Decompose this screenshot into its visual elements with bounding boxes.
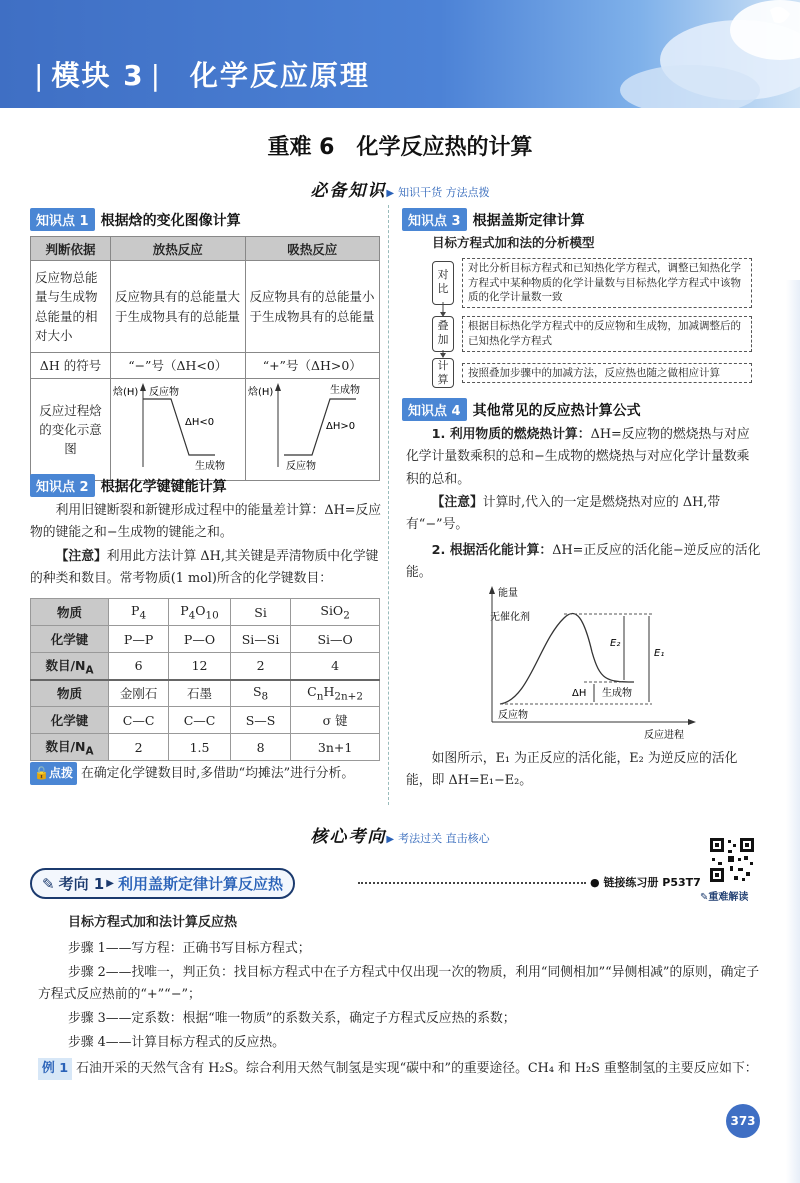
curve-label: 生成物: [195, 461, 225, 472]
exothermic-diagram: [111, 379, 243, 475]
table-cell: 石墨: [169, 680, 231, 707]
kp3-tag: 知识点 3: [402, 208, 467, 231]
curve-label: ΔH<0: [185, 417, 215, 428]
axis-label: 焓(H): [113, 387, 139, 398]
arrow-icon: [275, 383, 281, 391]
table-cell: Si—O: [291, 626, 380, 653]
table-cell: 反应物总能量与生成物总能量的相对大小: [31, 261, 111, 353]
module-number: 模块 3: [51, 59, 145, 92]
table-cell: 12: [169, 653, 231, 680]
tip-label: 点拨: [48, 766, 73, 780]
item-head: 2. 根据活化能计算：: [431, 543, 553, 558]
cloud-decoration-icon: [540, 0, 800, 108]
subscript: A: [85, 664, 94, 676]
curve-label: ΔH>0: [325, 421, 355, 432]
example-tag: 例 1: [38, 1058, 72, 1080]
section-header-core: [0, 822, 800, 847]
kp4-caption: 如图所示，E₁ 为正反应的活化能，E₂ 为逆反应的活化能，即 ΔH=E₁−E₂。: [406, 751, 738, 789]
table-cell: P—P: [109, 626, 169, 653]
flow-step-3: [432, 358, 752, 388]
arrow-icon: [489, 586, 495, 594]
item-text: ΔH=正反应的活化能−逆反应的活化能。: [406, 543, 761, 581]
kp1-header: [30, 208, 241, 231]
table-cell: “−”号（ΔH<0）: [111, 353, 246, 379]
product-label: 生成物: [602, 688, 632, 699]
kp3-header: [402, 208, 585, 231]
triangle-icon: ▶: [386, 188, 395, 199]
endothermic-diagram-cell: [245, 379, 380, 481]
kp2-note: [30, 546, 382, 591]
subscript: 4: [139, 609, 147, 622]
table-cell: 反应过程焓的变化示意图: [31, 379, 111, 481]
column-divider: [388, 205, 389, 805]
table-cell: P—O: [169, 626, 231, 653]
subscript: 4: [188, 609, 196, 622]
curve-label: 反应物: [149, 387, 179, 398]
method-title: 目标方程式加和法计算反应热: [68, 915, 238, 930]
arrow-down-icon: [440, 312, 446, 317]
section-header-subtext: 考法过关 直击核心: [398, 832, 490, 845]
table-header: 放热反应: [111, 237, 246, 261]
method-step-4: 步骤 4——计算目标方程式的反应热。: [68, 1035, 285, 1050]
tip-text: 在确定化学键数目时,多借助“均摊法”进行分析。: [81, 766, 355, 781]
table-cell: 金刚石: [109, 680, 169, 707]
table-cell: ΔH 的符号: [31, 353, 111, 379]
arrow-down-icon: [440, 353, 446, 358]
table-header: [31, 653, 109, 680]
table-cell: $P_4O_{10}$: [169, 599, 231, 626]
workbook-link[interactable]: ● 链接练习册 P53T7: [590, 876, 701, 889]
section-header-subtext: 知识干货 方法点拨: [398, 186, 490, 199]
table-header: 吸热反应: [245, 237, 380, 261]
flow-step-2: [432, 316, 752, 352]
table-cell: 反应物具有的总能量小于生成物具有的总能量: [245, 261, 380, 353]
section-header-text: 必备知识: [310, 181, 387, 201]
axis-label: 焓(H): [247, 387, 273, 398]
flow-step-label: 计算: [432, 358, 454, 388]
module-banner: [0, 0, 800, 108]
triangle-icon: ▶: [106, 878, 114, 889]
kp2-tag: 知识点 2: [30, 474, 95, 497]
header-text: 数目/N: [45, 657, 86, 673]
flow-step-label: 对比: [432, 261, 454, 305]
formula: C: [307, 684, 317, 699]
curve-label: 反应物: [285, 461, 316, 472]
header-text: 数目/N: [45, 738, 86, 754]
table-cell: $S_8$: [230, 680, 290, 707]
kp4-item1: [406, 424, 762, 491]
table-cell: 2: [230, 653, 290, 680]
note-label: 【注意】: [431, 495, 483, 510]
table-cell: C—C: [109, 707, 169, 734]
bond-count-table: [30, 598, 380, 761]
kp4-item2: [406, 540, 762, 585]
page-edge: [786, 280, 800, 1183]
exothermic-diagram-cell: [111, 379, 246, 481]
table-header: 物质: [31, 599, 109, 626]
table-header: 化学键: [31, 626, 109, 653]
table-cell: 4: [291, 653, 380, 680]
kp2-paragraph: 利用旧键断裂和新键形成过程中的能量差计算：ΔH=反应物的键能之和−生成物的键能之和。: [30, 503, 382, 541]
arrow-icon: [688, 719, 696, 725]
kaoxiang-banner: [30, 868, 295, 899]
kp4-note: [406, 492, 762, 537]
subscript: 2: [343, 609, 350, 622]
module-title: | 模块 3 | 化学反应原理: [34, 59, 370, 92]
curve-label: 生成物: [329, 385, 360, 396]
curve-label: 无催化剂: [490, 612, 530, 623]
kp1-title: 根据焓的变化图像计算: [100, 212, 241, 229]
table-cell: Si—Si: [230, 626, 290, 653]
dotted-leader: [358, 882, 586, 884]
table-cell: σ 键: [291, 707, 380, 734]
kp3-subtitle: 目标方程式加和法的分析模型: [432, 235, 595, 250]
flow-step-text: 根据目标热化学方程式中的反应物和生成物，加减调整后的已知热化学方程式: [462, 316, 752, 351]
enthalpy-table: [30, 236, 380, 481]
formula: P: [131, 602, 140, 618]
table-cell: 2: [109, 734, 169, 761]
dh-label: ΔH: [572, 688, 587, 699]
table-cell: 1.5: [169, 734, 231, 761]
kp3-title: 根据盖斯定律计算: [472, 212, 585, 229]
table-cell: “+”号（ΔH>0）: [245, 353, 380, 379]
kp1-tag: 知识点 1: [30, 208, 95, 231]
table-cell: [291, 599, 380, 626]
kaoxiang-topic: 利用盖斯定律计算反应热: [117, 875, 283, 893]
table-cell: [109, 599, 169, 626]
section-header-knowledge: [0, 176, 800, 201]
kaoxiang-label: 考向 1: [58, 875, 105, 893]
formula: SiO: [320, 602, 344, 618]
kp4-header: [402, 398, 641, 421]
qr-code-icon[interactable]: [708, 836, 756, 884]
pen-icon: ✎: [42, 874, 55, 893]
table-cell: 反应物具有的总能量大于生成物具有的总能量: [111, 261, 246, 353]
method-step-3: 步骤 3——定系数：根据“唯一物质”的系数关系，确定子方程式反应热的系数；: [68, 1011, 516, 1026]
page-number: 373: [726, 1104, 760, 1138]
table-header: 判断依据: [31, 237, 111, 261]
item-text: ΔH=反应物的燃烧热与对应化学计量数乘积的总和−生成物的燃烧热与对应化学计量数乘积的总和。: [406, 427, 750, 487]
workbook-link-text: 链接练习册 P53T7: [603, 876, 701, 889]
example-text: 石油开采的天然气含有 H₂S。综合利用天然气制氢是实现“碳中和”的重要途径。CH₄ 和 H₂S 重整制氢的主要反应如下：: [76, 1061, 758, 1076]
kp2-title: 根据化学键键能计算: [100, 478, 227, 495]
flow-arrows: [437, 300, 451, 360]
triangle-icon: ▶: [386, 834, 395, 845]
qr-label-text: 重难解读: [708, 892, 749, 903]
table-header: 化学键: [31, 707, 109, 734]
endothermic-diagram: [246, 379, 378, 475]
item-head: 1. 利用物质的燃烧热计算：: [431, 427, 591, 442]
e2-label: E₂: [610, 638, 621, 649]
flow-step-text: 对比分析目标方程式和已知热化学方程式，调整已知热化学方程式中某种物质的化学计量数与目标热化学方程式中该物质的化学计量数一致: [462, 258, 752, 308]
example-1: [38, 1058, 768, 1080]
kp2-header: [30, 474, 227, 497]
table-cell: $C_nH_{2n+2}$: [291, 680, 380, 707]
formula: S: [252, 684, 262, 699]
table-cell: Si: [230, 599, 290, 626]
kp4-title: 其他常见的反应热计算公式: [472, 402, 641, 419]
reactant-label: 反应物: [498, 710, 528, 721]
kp2-tip: [30, 762, 382, 785]
formula: P: [180, 602, 189, 618]
e1-label: E₁: [654, 648, 665, 659]
table-header: [31, 734, 109, 761]
note-label: 【注意】: [55, 549, 107, 564]
table-cell: 3n+1: [291, 734, 380, 761]
page-title: 重难 6 化学反应热的计算: [267, 135, 533, 160]
activation-energy-graph: [484, 582, 700, 744]
table-cell: 8: [230, 734, 290, 761]
table-cell: C—C: [169, 707, 231, 734]
kaoxiang-pill: [30, 868, 295, 899]
x-axis-label: 反应进程: [644, 730, 684, 741]
note-text: 计算时,代入的一定是燃烧热对应的 ΔH,带有“−”号。: [406, 495, 721, 533]
subscript: A: [85, 745, 94, 758]
table-header: 物质: [31, 680, 109, 707]
kp4-tag: 知识点 4: [402, 398, 467, 421]
arrow-icon: [140, 383, 146, 391]
qr-label: ✎重难解读: [700, 892, 749, 903]
section-header-text: 核心考向: [310, 827, 387, 847]
table-cell: S—S: [230, 707, 290, 734]
flow-step-label: 叠加: [432, 316, 454, 352]
tip-badge: [30, 762, 77, 785]
flow-step-text: 按照叠加步骤中的加减方法，反应热也随之做相应计算: [462, 363, 752, 384]
table-cell: 6: [109, 653, 169, 680]
method-step-1: 步骤 1——写方程：正确书写目标方程式；: [68, 941, 311, 956]
module-name: 化学反应原理: [189, 59, 370, 92]
flow-step-1: [432, 258, 752, 308]
y-axis-label: 能量: [498, 588, 518, 599]
lock-icon: 🔓: [34, 766, 49, 780]
method-step-2: 步骤 2——找唯一，判正负：找目标方程式中在子方程式中仅出现一次的物质，利用“同侧相加”“异侧相减”的原则，确定子方程式反应热前的“+”“−”；: [38, 965, 760, 1003]
note-text: 利用此方法计算 ΔH,其关键是弄清物质中化学键的种类和数目。常考物质(1 mol)所含的化学键数目：: [30, 549, 379, 587]
